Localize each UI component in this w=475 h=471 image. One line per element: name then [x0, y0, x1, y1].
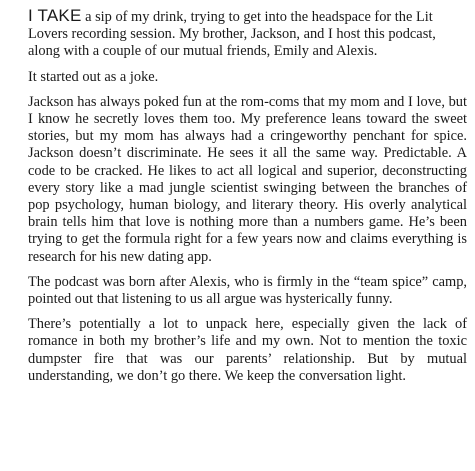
- paragraph: Jackson has always poked fun at the rom-coms that my mom and I love, but I know he secretly loves them too. My preference leans toward the sweet stories, but my mom has always had a cringeworthy penchant for spice. Jackson doesn’t discriminate. He sees it all the same way. Predictable. A code to be cracked. He likes to act all logical and superior, deconstructing every story like a mad jungle scientist swinging between the branches of pop psychology, human biology, and literary theory. His overly analytical brain tells him that love is nothing more than a numbers game. He’s been trying to get the formula right for a few years now and claims everything is research for his new dating app.: [28, 93, 467, 265]
- paragraph-opening: [28, 7, 467, 61]
- paragraph: The podcast was born after Alexis, who is firmly in the “team spice” camp, pointed out that listening to us all argue was hysterically funny.: [28, 273, 467, 308]
- opening-paragraph-text: a sip of my drink, trying to get into the headspace for the Lit Lovers recording session. My brother, Jackson, and I host this podcast, along with a couple of our mutual friends, Emily and Alexis.: [28, 9, 436, 60]
- paragraph: It started out as a joke.: [28, 68, 159, 85]
- paragraph: There’s potentially a lot to unpack here, especially given the lack of romance in both my brother’s life and my own. Not to mention the toxic dumpster fire that was our parents’ relationship. But by mutual understanding, we don’t go there. We keep the conversation light.: [28, 316, 467, 384]
- chapter-lead-word: I TAKE: [28, 6, 82, 25]
